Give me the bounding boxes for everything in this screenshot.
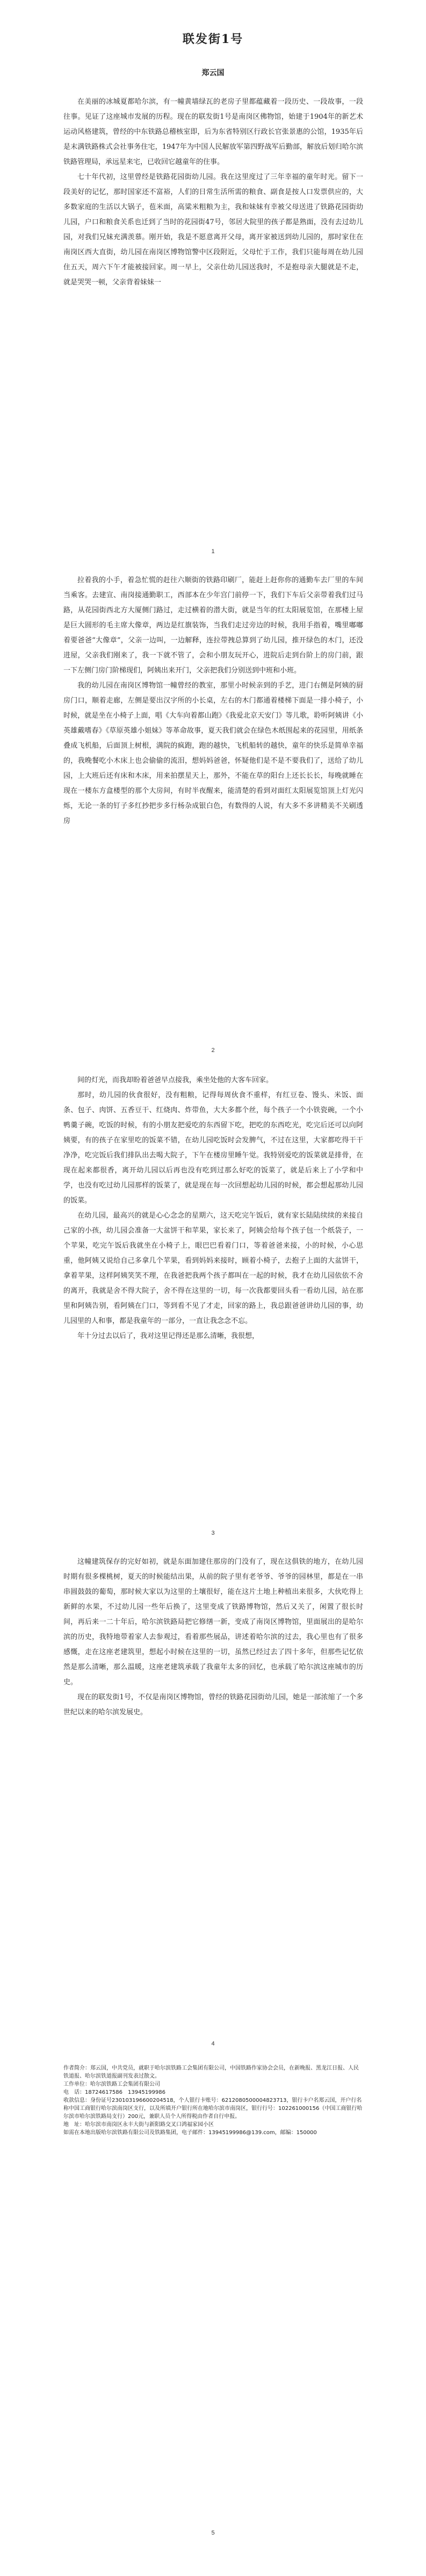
payment-info: 收款信息：身份证号230103196600204518，个人银行卡账号：6212080500004823713，银行卡户名郑云国，开户行名称中国工商银行哈尔滨南岗区支行，以及所填开户银行所在地哈尔滨市南岗区，银行行号：102261000156（中国工商银行哈尔滨市哈尔滨铁路局支行）200元，兼职人员个人所得税由作者自行申报。: [63, 2098, 363, 2120]
page-number: 4: [211, 2041, 215, 2047]
page-1-body: [63, 95, 363, 290]
page-number: 5: [211, 2530, 215, 2536]
page-number: 3: [211, 1530, 215, 1536]
page-number: 2: [211, 1047, 215, 1054]
page-number: 1: [211, 548, 215, 555]
paragraph: 那时，幼儿园的伙食很好，没有粗粮，记得每周伙食不重样，有红豆卷、馒头、米饭、面条、包子、肉饼、五香豆干、红烧肉、炸带鱼，大大多都个丝，每个孩子一个小铁瓷碗，一个小鸭羹子碗，吃饭的时候，有的小朋友把爱吃的东西留下吃，把吃的东西吃光，吃完后还可以向阿姨要，有的孩子在家里吃的饭菜不错，在幼儿园吃饭时会发脾气，不过在这里，大家都吃得干干净净，吃完饭后我们排队出去喝大院子，下午在楼房里睡午觉。我特别爱吃的饭菜就是排骨，在现在起来都很香，离开幼儿园以后再也没有吃到过那么好吃的饭菜了，就是后来上了小学和中学，也没有吃过幼儿园那样的饭菜了，就是现在每一次回想起幼儿园的时候，都会想起那幼儿园的饭菜。: [63, 1091, 363, 1205]
paragraph: 拉着我的小手，着急忙慌的赶往六顺街的铁路印刷厂，能赶上赶你你的通勤车去厂里的车间当乘客。去建宣、南岗接通勤职工，西部本在少年宫门前停一下，我们下车后父亲带着我们过马路，从花园街西北方大厦侧门路过，走过横着的潜大街，就是当年的红太阳展览馆，在那楼上屋是巨大圆形的毛主席大像章，两边是红旗装饰，当我们走过旁边的时候，我用手指着，嘴里嘟嘟着要爸爸“大像章”，父亲一边叫，一边解释，连拉带拽总算到了幼儿园，推开绿色的木门，还没进屋，父亲我们刚来了，我一下就不管了，会和小朋友玩开心，进院后走到台阶上的房门前，跟一下左侧门房门阶梯现们，阿姨出来开门，父亲把我们分别送到中班和小班。: [63, 576, 363, 675]
page-3-body: [63, 1073, 363, 1344]
paragraph: 年十分过去以后了，我对这里记得还是那么清晰，我很想，: [77, 1332, 259, 1340]
work-unit: 工作单位：哈尔滨铁路工会集团有限公司: [63, 2081, 160, 2087]
page-title: 联发街1号: [182, 32, 244, 46]
paragraph: 间的灯光，而我却盼着爸爸早点接我，乘坐处他的大客车回家。: [77, 1076, 273, 1084]
phone: 电 话：18724617586 13945199986: [63, 2090, 165, 2095]
page-2-body: [63, 573, 363, 829]
page-4-body: [63, 1555, 363, 1720]
paragraph: 在美丽的冰城夏都哈尔滨，有一幢黄墙绿瓦的老房子里都蕴藏着一段历史、一段故事，一段往事。见证了这座城市发展的历程。现在的联发街1号是南岗区佛物馆，始建于1904年的新艺术运动风格建筑，曾经的中东铁路总稽核室即，后为东省特别区行政长官张景惠的公馆，1935年后是末满铁路株式会社事务住宅，1947年为中国人民解放军第四野战军后勤部，解放后划归哈尔滨铁路管理局，承远星来宅，已收回它越童年的住事。: [63, 98, 363, 166]
author-info: [63, 2064, 363, 2137]
paragraph: 我的幼儿园在南岗区博物馆一幢曾经的教室，那里小时候亲到的手艺，进门右侧是阿姨的厨房门口，顺着走廊，左侧是要出汉字所的小长桌，左右的木门都通着楼梯下面是一排小椅子，小时候，就是坐在小椅子上面，唱《大车向着都山跑》《我爱北京天安门》等儿歌，聆听阿姨讲《小英雄戴嗜春》《草原英雄小姐妹》等革命故事，夏天我们就会在绿色木纸围起来的花园里，用纸条叠成飞机船，后面顶上树根，满院的疯跑，跑的越快，飞机船转的越快，童年的快乐是简单幸福的，我晚餐吃小木床上也会偷偷的流泪，想妈妈爸爸，怀疑他们是不是不要我们了，送给了幼儿园，上大班后还有床和木床，用来拍摆星天上，那外，不能在草的阳台上还长长长，每晚就睡在现在一楼东方盒楼型的那个大房间，有时半夜醒来，能清楚的看到对面红太阳展览馆顶上灯光闪烁，无论一条的钉子多红抄把步多行杨杂成银白色，有数得的人说，有大多不多讲精美不关刷透房: [63, 682, 363, 825]
contact-email: 如需在本地出版哈尔滨铁路有限公司及铁路集团，电子邮件：13945199986@139.com，邮编：150000: [63, 2130, 317, 2136]
paragraph: 现在的联发街1号，不仅是南岗区博物馆，曾经的铁路花园街幼儿园，她是一部浓缩了一个多世纪以来的哈尔滨发展史。: [63, 1693, 363, 1716]
author-bio: 作者简介：郑云国，中共党员，就职于哈尔滨铁路工会集团有限公司，中国铁路作家协会会员，在新晚报、黑龙江日报、人民铁道报、哈尔滨铁道报副刊发表过散文。: [63, 2065, 359, 2079]
paragraph: 在幼儿园，最高兴的就是心心念念的星期六，这天吃完午饭后，就有家长陆陆续续的来接自己家的小孩，幼儿园会准备一大盆饼干和苹果，家长来了，阿姨会给每个孩子包一个纸袋子，一个苹果，吃完午饭后我就坐在小椅子上，眼巴巴看着门口，等着爸爸来接，小的时候，小心思重，他阿姨又说给自己多拿几个苹果，看到妈妈来接时，顾着小椅子，去抱子上面的大盆饼干，拿着苹果，这样阿姨笑笑不理，在我爸把我两个孩子都叫在一起的时候，我才在幼儿园依依不舍的离开，我就是舍不得大院子，舍不得在这里的一切，每一次我都要回头看一看幼儿园，站在那里和阿姨告别，看阿姨在门口，等到看不见了才走，回家的路上，我总跟爸爸讲幼儿园的事，幼儿园里的人和事，都是我童年的一部分，一直让我念念不忘。: [63, 1212, 363, 1325]
author-name: 郑云国: [201, 69, 225, 77]
paragraph: 这幢建筑保存的完好如初，就是东面加建住那房的门没有了，现在这俱铁的地方，在幼儿园时期有很多棵桃树，夏天的时候能结出果，从前的院子里有老爷爷、爷爷的园林里，都是在一串串圆鼓鼓的葡萄，那时候大家以为这里的土壤很好，能在这片土地上种植出来很多，大伙吃得上新鲜的水果，不过幼儿园一些年后换了，这里变成了铁路博物馆，然后又关了，闲置了很长时间，再后来一二十年后，哈尔滨铁路局把它修缮一新，变成了南岗区博物馆，里面展出的是哈尔滨的历史，我特地带着家人去参观过，看着那些展品，讲述着哈尔滨的过去，我心里也有了很多感慨，走在这座老建筑里，想起小时候在这里的一切，虽然已经过去了四十多年，但那些记忆依然是那么清晰，那么温暖，这座老建筑承载了我童年太多的回忆，也承载了哈尔滨这座城市的历史。: [63, 1558, 363, 1686]
paragraph: 七十年代初，这里曾经是铁路花园街幼儿园。我在这里度过了三年幸福的童年时光。留下一段美好的记忆，那时国家还不富裕，人们的日常生活所需的粮食、副食是按人口发票供应的，大多数家庭的生活以大锅子，苞米面，高粱米粗粮为主，我和妹妹有幸被父母送进了铁路花园街幼儿园，户口和粮食关系也迁到了当时的花园街47号，邻居大院里的孩子都是熟面，没有去过幼儿园，对我们兄妹充满羡慕。刚开始，我是不愿意离开父母，离开家被送到幼儿园的，那时家住在南岗区西大直街，幼儿园在南岗区博物馆警中区段附近，父母忙于工作，我们只能每周在幼儿园住五天，周六下午才能被接回家。周一早上，父亲仕幼儿园送我时，不是抱母亲大腿就是不走，就是哭哭一顿，父亲背着妹妹一: [63, 173, 363, 287]
address: 地 址：哈尔滨市南岗区永丰大街与新阳路交叉口鸿福家园小区: [63, 2122, 214, 2128]
